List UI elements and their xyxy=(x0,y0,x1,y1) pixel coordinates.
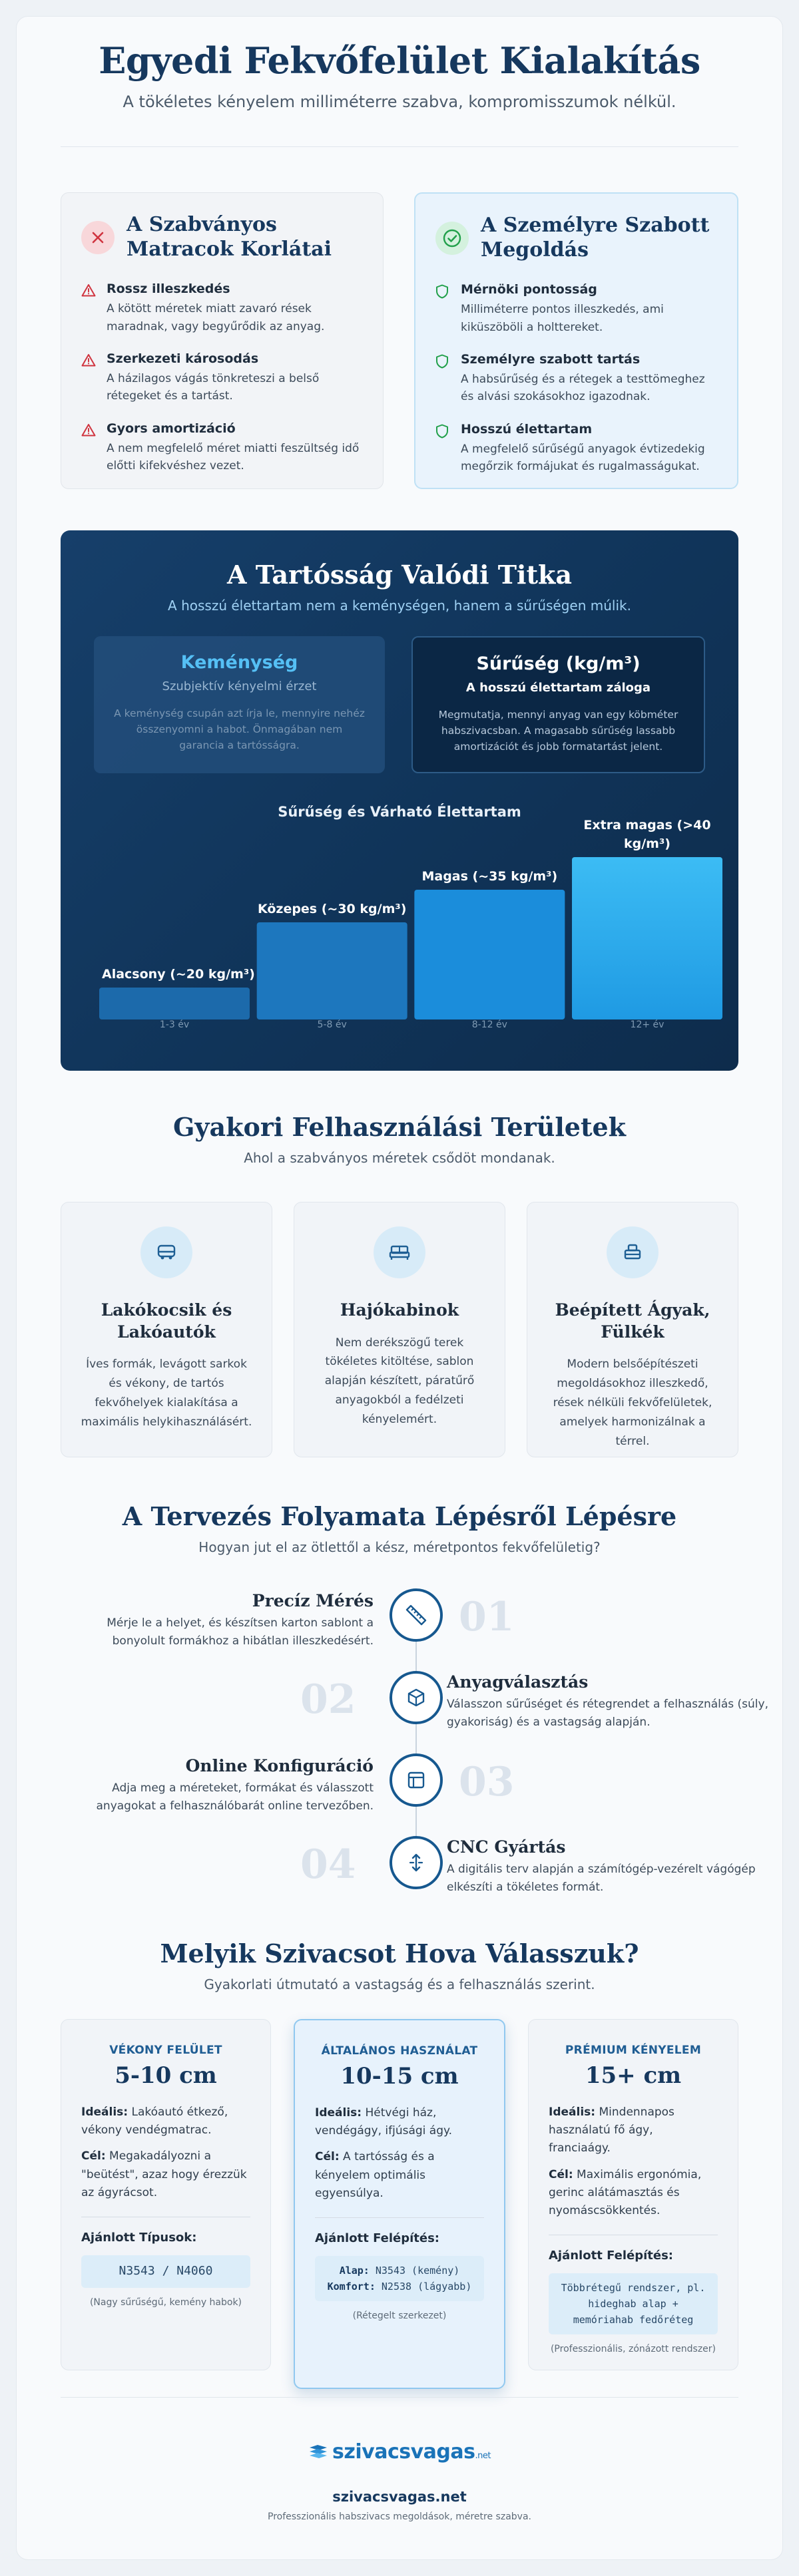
density-card xyxy=(411,636,705,773)
step-title: Precíz Mérés xyxy=(252,1591,374,1610)
item-text: A házilagos vágás tönkreteszi a belső rétegeket és a tartást. xyxy=(107,371,320,403)
item-title: Hosszú élettartam xyxy=(461,421,593,437)
goal-text: Megakadályozni a "beütést", azaz hogy érezzük az ágyrácsot. xyxy=(81,2149,247,2199)
card-label: VÉKONY FELÜLET xyxy=(109,2044,222,2057)
uses-section xyxy=(61,1112,738,1457)
custom-solution-card xyxy=(414,192,738,489)
card-title: Keménység xyxy=(180,652,298,673)
use-card xyxy=(61,1202,272,1457)
foam-guide-section xyxy=(61,1938,738,2389)
use-card xyxy=(294,1202,505,1457)
card-tag: Szubjektív kényelmi érzet xyxy=(162,679,317,693)
close-icon xyxy=(81,221,115,254)
layers-icon xyxy=(390,1671,443,1724)
foam-code: Többrétegű rendszer, pl. hideghab alap + memóriahab fedőréteg xyxy=(549,2273,718,2334)
built-in-bed-icon xyxy=(607,1226,659,1278)
item-text: A habsűrűség és a rétegek a testtömeghez és alvási szokásokhoz igazodnak. xyxy=(461,372,705,404)
list-item xyxy=(81,421,363,475)
general-use-card xyxy=(294,2019,505,2389)
code-note: (Nagy sűrűségű, kemény habok) xyxy=(89,2297,242,2308)
comparison xyxy=(61,192,738,489)
category-label: 8-12 év xyxy=(471,1019,507,1030)
hardness-card xyxy=(94,636,385,773)
step-title: Anyagválasztás xyxy=(447,1672,589,1692)
category-label: 12+ év xyxy=(630,1019,665,1030)
card-title: Hajókabinok xyxy=(340,1300,459,1320)
section-subtitle: A hosszú élettartam nem a keménységen, hanem a sűrűségen múlik. xyxy=(168,598,631,614)
section-subtitle: Hogyan jut el az ötlettől a kész, méretpontos fekvőfelületig? xyxy=(198,1539,601,1555)
card-title: A Szabványos Matracok Korlátai xyxy=(127,213,332,261)
ideal-text: Lakóautó étkező, vékony vendégmatrac. xyxy=(81,2106,228,2137)
shield-icon xyxy=(435,422,450,476)
ruler-icon xyxy=(390,1588,443,1642)
bar-label: Alacsony (~20 kg/m³) xyxy=(102,967,255,982)
goal-text: Maximális ergonómia, gerinc alátámasztás és nyomáscsökkentés. xyxy=(549,2167,702,2217)
footer-site-link[interactable]: szivacsvagas.net xyxy=(332,2489,467,2505)
foam-code xyxy=(315,2256,484,2301)
step-4 xyxy=(447,1837,780,1897)
footer-tagline: Professzionális habszivacs megoldások, méretre szabva. xyxy=(268,2511,531,2522)
ideal-label: Ideális: xyxy=(81,2106,129,2119)
recommendation-title: Ajánlott Típusok: xyxy=(81,2230,197,2245)
recommendation-title: Ajánlott Felépítés: xyxy=(315,2231,440,2245)
bar-2 xyxy=(257,922,407,1019)
item-title: Személyre szabott tartás xyxy=(461,351,641,367)
density-chart xyxy=(94,820,711,1046)
section-subtitle: Gyakorlati útmutató a vastagság és a felhasználás szerint. xyxy=(204,1976,595,1992)
card-text: Nem derékszögű terek tökéletes kitöltése, sablon alapján készített, páratűrő anyagokból a fedélzeti kényelemért. xyxy=(324,1336,475,1427)
item-text: A nem megfelelő méret miatti feszültség idő előtti kifekvéshez vezet. xyxy=(107,441,360,472)
step-title: Online Konfiguráció xyxy=(185,1756,374,1775)
van-icon xyxy=(140,1226,192,1278)
density-section xyxy=(61,530,738,1071)
item-text: A kötött méretek miatt zavaró rések maradnak, vagy begyűrődik az anyag. xyxy=(107,302,325,333)
list-item xyxy=(81,281,363,335)
chart-title: Sűrűség és Várható Élettartam xyxy=(278,804,521,820)
bar-label: Magas (~35 kg/m³) xyxy=(421,869,558,884)
step-text: A digitális terv alapján a számítógép-vezérelt vágógép elkészíti a tökéletes formát. xyxy=(447,1863,756,1895)
bar-3 xyxy=(414,890,565,1019)
card-title: A Személyre Szabott Megoldás xyxy=(481,214,710,262)
category-label: 1-3 év xyxy=(159,1019,190,1030)
ideal-text: Mindennapos használatú fő ágy, franciaágy. xyxy=(549,2106,674,2155)
item-text: Milliméterre pontos illeszkedés, ami kiküszöböli a holttereket. xyxy=(461,303,664,334)
foam-code: N3543 / N4060 xyxy=(81,2255,250,2288)
goal-label: Cél: xyxy=(315,2150,340,2164)
step-1 xyxy=(61,1591,374,1650)
logo-main: szivacsvagas xyxy=(332,2440,475,2464)
card-text: Megmutatja, mennyi anyag van egy köbméter habszivacsban. A magasabb sűrűség lassabb amortizációt és jobb formatartást jelent. xyxy=(438,709,678,753)
thickness-range: 10-15 cm xyxy=(340,2063,459,2090)
page-subtitle: A tökéletes kényelem milliméterre szabva, kompromisszumok nélkül. xyxy=(123,92,676,111)
card-text: Íves formák, levágott sarkok és vékony, de tartós fekvőhelyek kialakítása a maximális helykihasználásért. xyxy=(81,1358,252,1429)
shield-icon xyxy=(435,352,450,406)
section-title: Gyakori Felhasználási Területek xyxy=(172,1112,627,1142)
step-text: Adja meg a méreteket, formákat és válasszott anyagokat a felhasználóbarát online tervezőben. xyxy=(96,1781,374,1813)
layout-icon xyxy=(390,1753,443,1807)
code-top: N3543 (kemény) xyxy=(375,2264,460,2277)
logo-mark-icon xyxy=(308,2444,328,2461)
logo[interactable] xyxy=(61,2440,738,2464)
step-number: 02 xyxy=(300,1676,356,1723)
hero xyxy=(61,17,738,147)
process-section xyxy=(61,1501,768,1921)
item-title: Rossz illeszkedés xyxy=(107,281,230,297)
thin-foam-card xyxy=(61,2019,271,2370)
warning-icon xyxy=(81,421,96,475)
item-title: Mérnöki pontosság xyxy=(461,282,597,297)
shield-icon xyxy=(435,282,450,336)
ideal-label: Ideális: xyxy=(549,2106,596,2119)
use-card xyxy=(527,1202,738,1457)
ideal-label: Ideális: xyxy=(315,2106,362,2119)
card-title: Beépített Ágyak, Fülkék xyxy=(555,1300,710,1342)
card-text: Modern belsőépítészeti megoldásokhoz illeszkedő, rések nélküli fekvőfelületek, amelyek harmonizálnak a térrel. xyxy=(553,1358,712,1448)
list-item xyxy=(435,422,717,476)
premium-card xyxy=(528,2019,738,2370)
section-title: A Tartósság Valódi Titka xyxy=(227,560,572,590)
bed-icon xyxy=(374,1226,425,1278)
step-2 xyxy=(447,1672,780,1732)
step-title: CNC Gyártás xyxy=(447,1837,566,1857)
process-steps xyxy=(61,1575,768,1921)
bar-label: kg/m³) xyxy=(624,836,670,851)
page-title: Egyedi Fekvőfelület Kialakítás xyxy=(99,39,700,82)
item-text: A megfelelő sűrűségű anyagok évtizedekig megőrzik formájukat és rugalmasságukat. xyxy=(461,442,705,473)
bar-1 xyxy=(99,988,250,1019)
bar-label: Közepes (~30 kg/m³) xyxy=(257,902,407,916)
ideal-text: Hétvégi ház, vendégágy, ifjúsági ágy. xyxy=(315,2106,453,2138)
bar-4 xyxy=(572,857,722,1019)
goal-label: Cél: xyxy=(549,2167,573,2181)
chart-svg xyxy=(94,820,728,1046)
section-subtitle: Ahol a szabványos méretek csődöt mondanak. xyxy=(244,1150,555,1166)
goal-text: A tartósság és a kényelem optimális egyensúlya. xyxy=(315,2150,435,2200)
code-bottom-label: Komfort: xyxy=(327,2280,376,2293)
code-top-label: Alap: xyxy=(339,2264,370,2277)
code-bottom: N2538 (lágyabb) xyxy=(381,2280,472,2293)
step-3 xyxy=(61,1756,374,1815)
thickness-range: 15+ cm xyxy=(585,2062,682,2089)
card-text: A keménység csupán azt írja le, mennyire nehéz összenyomni a habot. Önmagában nem garancia a tartósságra. xyxy=(114,707,365,752)
recommendation-title: Ajánlott Felépítés: xyxy=(549,2249,674,2263)
card-label: ÁLTALÁNOS HASZNÁLAT xyxy=(321,2044,478,2058)
category-label: 5-8 év xyxy=(317,1019,347,1030)
code-note: (Rétegelt szerkezet) xyxy=(352,2310,447,2321)
step-text: Válasszon sűrűséget és rétegrendet a felhasználás (súly, gyakoriság) és a vastagság alapján. xyxy=(447,1698,768,1730)
item-title: Gyors amortizáció xyxy=(107,421,236,436)
cnc-icon xyxy=(390,1836,443,1889)
thickness-range: 5-10 cm xyxy=(115,2062,217,2089)
card-tag: A hosszú élettartam záloga xyxy=(465,681,651,695)
card-label: PRÉMIUM KÉNYELEM xyxy=(565,2044,702,2057)
footer xyxy=(61,2397,738,2559)
warning-icon xyxy=(81,351,96,405)
bar-label: Extra magas (>40 xyxy=(583,820,711,832)
step-number: 03 xyxy=(459,1759,515,1805)
goal-label: Cél: xyxy=(81,2149,106,2163)
list-item xyxy=(435,282,717,336)
step-text: Mérje le a helyet, és készítsen karton sablont a bonyolult formákhoz a hibátlan illeszkedésért. xyxy=(107,1616,374,1648)
section-title: A Tervezés Folyamata Lépésről Lépésre xyxy=(122,1501,677,1531)
list-item xyxy=(435,352,717,406)
check-circle-icon xyxy=(435,222,469,255)
card-title: Sűrűség (kg/m³) xyxy=(476,653,641,674)
infographic xyxy=(16,16,783,2560)
logo-text xyxy=(332,2440,491,2464)
logo-tld: .net xyxy=(475,2451,491,2461)
standard-mattress-card xyxy=(61,192,384,489)
code-note: (Professzionális, zónázott rendszer) xyxy=(550,2344,716,2355)
list-item xyxy=(81,351,363,405)
card-title: Lakókocsik és Lakóautók xyxy=(101,1300,232,1342)
warning-icon xyxy=(81,281,96,335)
section-title: Melyik Szivacsot Hova Válasszuk? xyxy=(160,1938,639,1968)
item-title: Szerkezeti károsodás xyxy=(107,351,259,366)
step-number: 01 xyxy=(459,1594,515,1640)
step-number: 04 xyxy=(300,1841,356,1888)
